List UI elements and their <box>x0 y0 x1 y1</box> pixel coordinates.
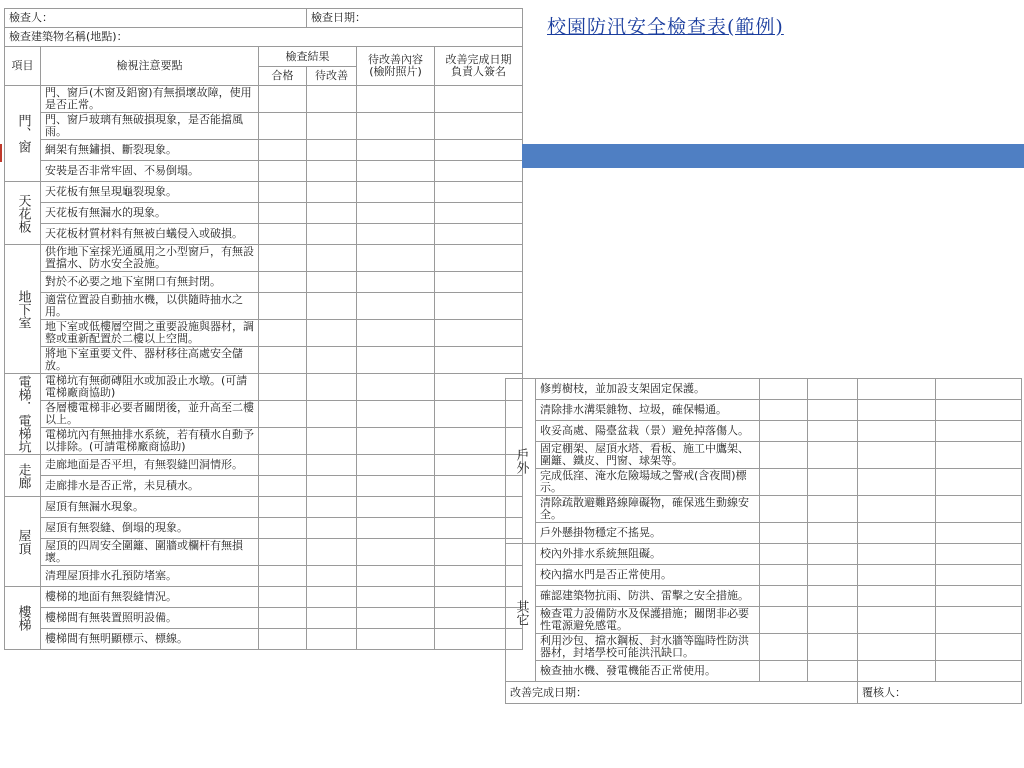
result-pass-cell[interactable] <box>259 245 307 272</box>
improve-content-cell[interactable] <box>357 140 435 161</box>
signature-cell[interactable] <box>435 272 523 293</box>
result-pass-cell[interactable] <box>259 455 307 476</box>
category-cell: 地下室 <box>5 245 41 374</box>
header-points: 檢視注意要點 <box>41 47 259 86</box>
result-fix-cell[interactable] <box>307 455 357 476</box>
result-fix-cell[interactable] <box>808 379 858 400</box>
result-fix-cell[interactable] <box>307 203 357 224</box>
check-point-text: 檢查抽水機、發電機能否正常使用。 <box>536 661 760 682</box>
result-pass-cell[interactable] <box>259 347 307 374</box>
table-row <box>506 442 1022 469</box>
improve-content-cell[interactable] <box>357 374 435 401</box>
result-fix-cell[interactable] <box>808 400 858 421</box>
table-row <box>5 566 523 587</box>
result-fix-cell[interactable] <box>307 374 357 401</box>
improve-content-cell[interactable] <box>357 518 435 539</box>
table-row <box>506 544 1022 565</box>
signature-cell[interactable] <box>936 523 1022 544</box>
result-fix-cell[interactable] <box>307 539 357 566</box>
table-row <box>5 272 523 293</box>
table-row <box>506 523 1022 544</box>
result-fix-cell[interactable] <box>307 566 357 587</box>
result-pass-cell[interactable] <box>259 203 307 224</box>
check-point-text: 固定棚架、屋頂水塔、看板、施工中鷹架、圍籬、鐵皮、門窗、球架等。 <box>536 442 760 469</box>
signature-cell[interactable] <box>435 140 523 161</box>
check-point-text: 供作地下室採光通風用之小型窗戶，有無設置擋水、防水安全設施。 <box>41 245 259 272</box>
result-fix-cell[interactable] <box>808 544 858 565</box>
improve-content-cell[interactable] <box>858 523 936 544</box>
table-row <box>506 634 1022 661</box>
result-fix-cell[interactable] <box>808 523 858 544</box>
table-row <box>5 476 523 497</box>
result-pass-cell[interactable] <box>259 539 307 566</box>
table-row <box>506 586 1022 607</box>
improve-content-cell[interactable] <box>357 113 435 140</box>
check-point-text: 適當位置設自動抽水機，以供隨時抽水之用。 <box>41 293 259 320</box>
check-point-text: 走廊排水是否正常，未見積水。 <box>41 476 259 497</box>
check-point-text: 校內外排水系統無阻礙。 <box>536 544 760 565</box>
signature-cell[interactable] <box>435 113 523 140</box>
result-fix-cell[interactable] <box>307 86 357 113</box>
table-row <box>506 469 1022 496</box>
improve-content-cell[interactable] <box>357 629 435 650</box>
result-pass-cell[interactable] <box>259 161 307 182</box>
signature-cell[interactable] <box>435 161 523 182</box>
signature-cell[interactable] <box>435 245 523 272</box>
result-fix-cell[interactable] <box>307 272 357 293</box>
result-fix-cell[interactable] <box>307 518 357 539</box>
table-row <box>5 347 523 374</box>
table-row <box>5 224 523 245</box>
check-point-text: 收妥高處、陽臺盆栽（景）避免掉落傷人。 <box>536 421 760 442</box>
improve-content-cell[interactable] <box>858 421 936 442</box>
result-pass-cell[interactable] <box>760 379 808 400</box>
result-pass-cell[interactable] <box>760 469 808 496</box>
category-cell: 走廊 <box>5 455 41 497</box>
signature-cell[interactable] <box>936 379 1022 400</box>
improve-content-cell[interactable] <box>858 544 936 565</box>
signature-cell[interactable] <box>936 496 1022 523</box>
check-point-text: 天花板材質材料有無被白蟻侵入或破損。 <box>41 224 259 245</box>
header-improve-date: 改善完成日期 負責人簽名 <box>435 47 523 86</box>
check-point-text: 將地下室重要文件、器材移往高處安全儲放。 <box>41 347 259 374</box>
check-point-text: 檢查電力設備防水及保護措施；關閉非必要性電源避免感電。 <box>536 607 760 634</box>
improve-content-cell[interactable] <box>357 539 435 566</box>
table-row <box>506 421 1022 442</box>
signature-cell[interactable] <box>936 607 1022 634</box>
table-row <box>5 374 523 401</box>
result-pass-cell[interactable] <box>760 565 808 586</box>
category-cell: 天花板 <box>5 182 41 245</box>
header-fix: 待改善 <box>307 67 357 86</box>
signature-cell[interactable] <box>936 442 1022 469</box>
result-pass-cell[interactable] <box>259 224 307 245</box>
check-point-text: 修剪樹枝，並加設支架固定保護。 <box>536 379 760 400</box>
check-point-text: 清除疏散避難路線障礙物，確保逃生動線安全。 <box>536 496 760 523</box>
result-pass-cell[interactable] <box>259 374 307 401</box>
result-fix-cell[interactable] <box>808 496 858 523</box>
result-fix-cell[interactable] <box>808 421 858 442</box>
result-fix-cell[interactable] <box>808 469 858 496</box>
category-cell: 其它 <box>506 544 536 682</box>
improve-content-cell[interactable] <box>357 203 435 224</box>
check-point-text: 戶外懸掛物穩定不搖晃。 <box>536 523 760 544</box>
signature-cell[interactable] <box>936 586 1022 607</box>
check-point-text: 屋頂有無漏水現象。 <box>41 497 259 518</box>
result-pass-cell[interactable] <box>259 182 307 203</box>
improve-content-cell[interactable] <box>357 476 435 497</box>
table-row <box>5 608 523 629</box>
improve-content-cell[interactable] <box>357 455 435 476</box>
check-point-text: 確認建築物抗雨、防洪、雷擊之安全措施。 <box>536 586 760 607</box>
improve-content-cell[interactable] <box>858 400 936 421</box>
result-pass-cell[interactable] <box>259 320 307 347</box>
table-row <box>5 113 523 140</box>
improve-content-cell[interactable] <box>357 293 435 320</box>
result-fix-cell[interactable] <box>307 401 357 428</box>
result-fix-cell[interactable] <box>307 113 357 140</box>
signature-cell[interactable] <box>435 347 523 374</box>
category-cell: 樓梯 <box>5 587 41 650</box>
improve-content-cell[interactable] <box>357 245 435 272</box>
improve-content-cell[interactable] <box>357 428 435 455</box>
signature-cell[interactable] <box>435 86 523 113</box>
result-pass-cell[interactable] <box>259 293 307 320</box>
result-fix-cell[interactable] <box>307 224 357 245</box>
check-point-text: 樓梯的地面有無裂縫情況。 <box>41 587 259 608</box>
result-fix-cell[interactable] <box>307 245 357 272</box>
improve-content-cell[interactable] <box>858 586 936 607</box>
result-pass-cell[interactable] <box>259 401 307 428</box>
checklist-table-left <box>4 8 523 650</box>
check-point-text: 校內擋水門是否正常使用。 <box>536 565 760 586</box>
signature-cell[interactable] <box>936 565 1022 586</box>
improve-content-cell[interactable] <box>357 224 435 245</box>
result-pass-cell[interactable] <box>760 421 808 442</box>
improve-content-cell[interactable] <box>858 442 936 469</box>
table-row <box>5 428 523 455</box>
table-row <box>5 182 523 203</box>
improve-content-cell[interactable] <box>858 634 936 661</box>
result-pass-cell[interactable] <box>259 140 307 161</box>
result-fix-cell[interactable] <box>307 476 357 497</box>
improve-content-cell[interactable] <box>357 497 435 518</box>
result-fix-cell[interactable] <box>307 608 357 629</box>
result-fix-cell[interactable] <box>307 320 357 347</box>
result-pass-cell[interactable] <box>259 86 307 113</box>
page-title: 校園防汛安全檢查表(範例) <box>547 16 784 38</box>
result-pass-cell[interactable] <box>760 634 808 661</box>
checklist-table-right <box>505 378 1022 704</box>
result-fix-cell[interactable] <box>808 661 858 682</box>
check-point-text: 天花板有無呈現龜裂現象。 <box>41 182 259 203</box>
check-point-text: 對於不必要之地下室開口有無封閉。 <box>41 272 259 293</box>
result-pass-cell[interactable] <box>760 607 808 634</box>
result-pass-cell[interactable] <box>259 272 307 293</box>
result-fix-cell[interactable] <box>307 347 357 374</box>
improve-content-cell[interactable] <box>357 320 435 347</box>
table-row <box>5 245 523 272</box>
check-point-text: 門、窗戶(木窗及鋁窗)有無損壞故障，使用是否正常。 <box>41 86 259 113</box>
table-row <box>5 161 523 182</box>
check-point-text: 完成低窪、淹水危險場域之警戒(含夜間)標示。 <box>536 469 760 496</box>
table-row <box>5 293 523 320</box>
improve-content-cell[interactable] <box>858 565 936 586</box>
check-point-text: 門、窗戶玻璃有無破損現象，是否能擋風雨。 <box>41 113 259 140</box>
result-pass-cell[interactable] <box>259 518 307 539</box>
footer-done-date: 改善完成日期： <box>506 682 858 704</box>
result-pass-cell[interactable] <box>259 428 307 455</box>
table-row <box>506 379 1022 400</box>
result-pass-cell[interactable] <box>259 608 307 629</box>
check-point-text: 樓梯間有無明顯標示、標線。 <box>41 629 259 650</box>
table-row <box>5 140 523 161</box>
result-fix-cell[interactable] <box>307 428 357 455</box>
check-point-text: 各層樓電梯非必要者關閉後，並升高至二樓以上。 <box>41 401 259 428</box>
category-cell: 電梯．電梯坑 <box>5 374 41 455</box>
check-point-text: 利用沙包、擋水鋼板、封水牆等臨時性防洪器材，封堵學校可能洪汛缺口。 <box>536 634 760 661</box>
footer-reviewer: 覆核人： <box>858 682 1022 704</box>
table-row <box>506 496 1022 523</box>
check-point-text: 安裝是否非常牢固、不易倒塌。 <box>41 161 259 182</box>
result-pass-cell[interactable] <box>259 497 307 518</box>
result-fix-cell[interactable] <box>808 634 858 661</box>
table-row <box>5 629 523 650</box>
table-row <box>5 320 523 347</box>
header-pass: 合格 <box>259 67 307 86</box>
signature-cell[interactable] <box>435 224 523 245</box>
decorative-bar <box>522 144 1024 168</box>
result-pass-cell[interactable] <box>760 496 808 523</box>
signature-cell[interactable] <box>435 320 523 347</box>
table-row <box>506 400 1022 421</box>
header-improve-content: 待改善內容 (檢附照片) <box>357 47 435 86</box>
improve-content-cell[interactable] <box>357 86 435 113</box>
signature-cell[interactable] <box>936 400 1022 421</box>
result-fix-cell[interactable] <box>307 293 357 320</box>
result-pass-cell[interactable] <box>259 587 307 608</box>
signature-cell[interactable] <box>936 661 1022 682</box>
improve-content-cell[interactable] <box>858 496 936 523</box>
result-fix-cell[interactable] <box>808 442 858 469</box>
improve-content-cell[interactable] <box>357 608 435 629</box>
result-fix-cell[interactable] <box>307 182 357 203</box>
result-pass-cell[interactable] <box>760 544 808 565</box>
table-row <box>5 401 523 428</box>
improve-content-cell[interactable] <box>357 401 435 428</box>
signature-cell[interactable] <box>936 469 1022 496</box>
check-point-text: 地下室或低樓層空間之重要設施與器材，調整或重新配置於二樓以上空間。 <box>41 320 259 347</box>
table-row <box>5 587 523 608</box>
check-point-text: 電梯坑有無砌磚阻水或加設止水墩。(可請電梯廠商協助) <box>41 374 259 401</box>
table-row <box>5 497 523 518</box>
improve-content-cell[interactable] <box>858 661 936 682</box>
table-row <box>5 518 523 539</box>
result-pass-cell[interactable] <box>259 113 307 140</box>
result-pass-cell[interactable] <box>259 476 307 497</box>
check-point-text: 樓梯間有無裝置照明設備。 <box>41 608 259 629</box>
slide-edge-mark <box>0 144 2 162</box>
improve-content-cell[interactable] <box>357 347 435 374</box>
result-fix-cell[interactable] <box>808 565 858 586</box>
check-point-text: 電梯坑內有無抽排水系統，若有積水自動予以排除。(可請電梯廠商協助) <box>41 428 259 455</box>
signature-cell[interactable] <box>936 421 1022 442</box>
result-fix-cell[interactable] <box>307 629 357 650</box>
table-row <box>5 86 523 113</box>
table-row <box>5 539 523 566</box>
header-item: 項目 <box>5 47 41 86</box>
improve-content-cell[interactable] <box>357 182 435 203</box>
check-point-text: 網架有無鏽損、斷裂現象。 <box>41 140 259 161</box>
result-pass-cell[interactable] <box>760 586 808 607</box>
table-row <box>506 661 1022 682</box>
improve-content-cell[interactable] <box>858 469 936 496</box>
check-point-text: 走廊地面是否平坦，有無裂縫凹洞情形。 <box>41 455 259 476</box>
signature-cell[interactable] <box>936 634 1022 661</box>
table-row <box>506 607 1022 634</box>
improve-content-cell[interactable] <box>858 607 936 634</box>
signature-cell[interactable] <box>936 544 1022 565</box>
result-pass-cell[interactable] <box>760 523 808 544</box>
result-pass-cell[interactable] <box>259 629 307 650</box>
signature-cell[interactable] <box>435 293 523 320</box>
check-point-text: 屋頂有無裂縫、倒塌的現象。 <box>41 518 259 539</box>
result-fix-cell[interactable] <box>307 587 357 608</box>
improve-content-cell[interactable] <box>357 272 435 293</box>
result-fix-cell[interactable] <box>808 607 858 634</box>
result-pass-cell[interactable] <box>760 442 808 469</box>
result-fix-cell[interactable] <box>808 586 858 607</box>
result-fix-cell[interactable] <box>307 497 357 518</box>
check-point-text: 清理屋頂排水孔預防堵塞。 <box>41 566 259 587</box>
table-row <box>5 203 523 224</box>
improve-content-cell[interactable] <box>357 161 435 182</box>
result-pass-cell[interactable] <box>760 400 808 421</box>
inspection-date-label: 檢查日期： <box>307 9 523 28</box>
result-pass-cell[interactable] <box>259 566 307 587</box>
inspector-label: 檢查人： <box>5 9 307 28</box>
table-row <box>5 455 523 476</box>
result-fix-cell[interactable] <box>307 140 357 161</box>
improve-content-cell[interactable] <box>357 587 435 608</box>
improve-content-cell[interactable] <box>357 566 435 587</box>
building-name-label: 檢查建築物名稱(地點)： <box>5 28 523 47</box>
result-pass-cell[interactable] <box>760 661 808 682</box>
table-row <box>506 565 1022 586</box>
header-result: 檢查結果 <box>259 47 357 67</box>
check-point-text: 清除排水溝渠雜物、垃圾，確保暢通。 <box>536 400 760 421</box>
result-fix-cell[interactable] <box>307 161 357 182</box>
category-cell: 屋頂 <box>5 497 41 587</box>
category-cell: 戶外 <box>506 379 536 544</box>
signature-cell[interactable] <box>435 182 523 203</box>
category-cell: 門、窗 <box>5 86 41 182</box>
check-point-text: 天花板有無漏水的現象。 <box>41 203 259 224</box>
improve-content-cell[interactable] <box>858 379 936 400</box>
signature-cell[interactable] <box>435 203 523 224</box>
check-point-text: 屋頂的四周安全圍籬、圍牆或欄杆有無損壞。 <box>41 539 259 566</box>
